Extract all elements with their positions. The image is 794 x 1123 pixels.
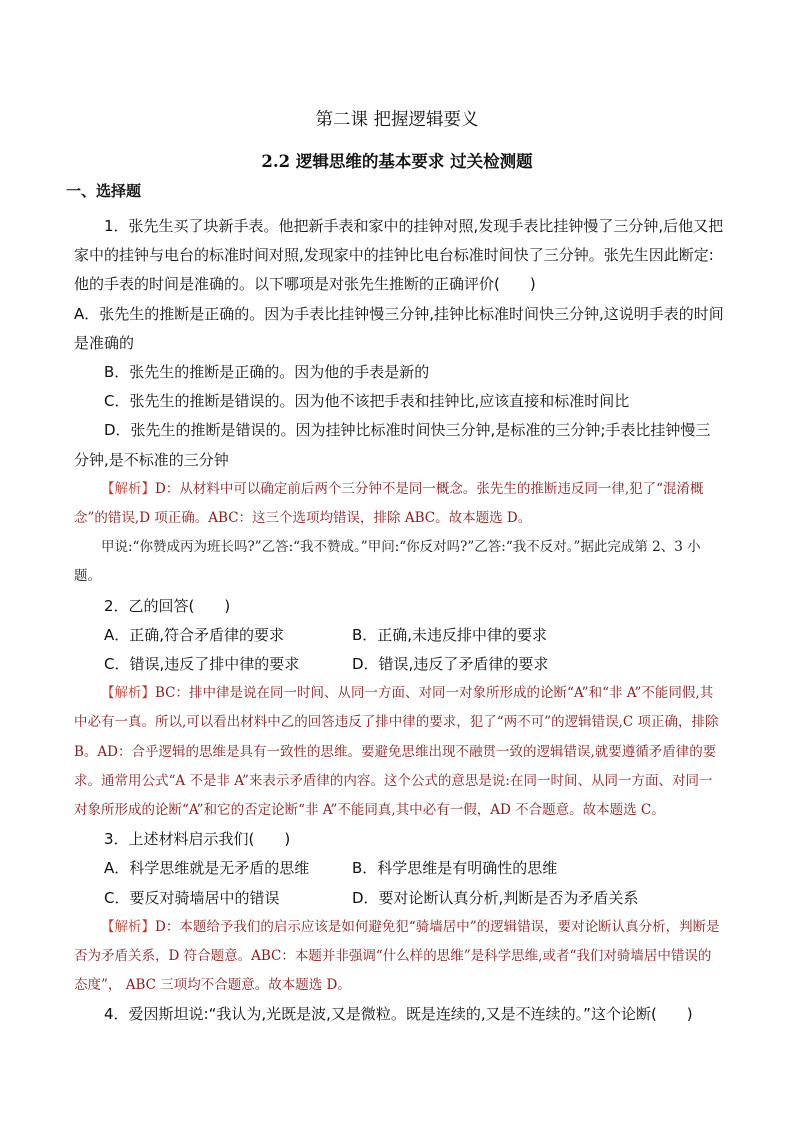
q4-stem: 4．爱因斯坦说:“我认为,光既是波,又是微粒。既是连续的,又是不连续的。”这个论断( )	[104, 1005, 693, 1024]
q1-analysis	[74, 475, 724, 533]
q3-option-b: B．科学思维是有明确性的思维	[352, 859, 558, 878]
section-heading: 一、选择题	[66, 182, 142, 200]
lesson-title: 第二课 把握逻辑要义	[315, 110, 479, 130]
q2-options-row-1	[74, 621, 724, 650]
q2-stem: 2．乙的回答( )	[104, 596, 231, 615]
q2-analysis-tag: 【解析】	[101, 685, 155, 702]
q2-option-a: A．正确,符合矛盾律的要求	[104, 625, 285, 644]
q2-analysis	[74, 679, 724, 825]
q2-option-b: B．正确,未违反排中律的要求	[352, 625, 548, 644]
q1-option-a: A．张先生的推断是正确的。因为手表比挂钟慢三分钟,挂钟比标准时间快三分钟,这说明手表的时间是准确的	[74, 304, 724, 352]
q3-option-a: A．科学思维就是无矛盾的思维	[104, 859, 310, 878]
q3-analysis-tag: 【解析】	[101, 918, 155, 935]
q1-stem: 1．张先生买了块新手表。他把新手表和家中的挂钟对照,发现手表比挂钟慢了三分钟,后他又把家中的挂钟与电台的标准时间对照,发现家中的挂钟比电台标准时间快了三分钟。张先生因此断定:他的手表的时间是准确的。以下哪项是对张先生推断的正确评价( )	[74, 217, 724, 294]
q3-options-row-2	[74, 884, 724, 913]
q3-options-row-1	[74, 854, 724, 883]
q3-analysis	[74, 913, 724, 1001]
question-content	[74, 212, 724, 1030]
q3-option-d: D．要对论断认真分析,判断是否为矛盾关系	[352, 888, 639, 907]
q1-option-c: C．张先生的推断是错误的。因为他不该把手表和挂钟比,应该直接和标准时间比	[104, 392, 630, 411]
q3-stem: 3．上述材料启示我们( )	[104, 830, 291, 849]
q2-option-d: D．错误,违反了矛盾律的要求	[352, 655, 549, 674]
shared-material: 甲说:“你赞成丙为班长吗?”乙答:“我不赞成。”甲问:“你反对吗?”乙答:“我不反对。”据此完成第 2、3 小题。	[74, 539, 701, 585]
q1-option-d: D．张先生的推断是错误的。因为挂钟比标准时间快三分钟,是标准的三分钟;手表比挂钟慢三分钟,是不标准的三分钟	[74, 421, 711, 469]
q3-analysis-text: D：本题给予我们的启示应该是如何避免犯“骑墙居中”的逻辑错误，要对论断认真分析，判断是否为矛盾关系，D 符合题意。ABC：本题并非强调“什么样的思维”是科学思维,或者“我们对骑墙居中错误的态度”， ABC 三项均不合题意。故本题选 D。	[74, 918, 720, 994]
test-title: 2.2 逻辑思维的基本要求 过关检测题	[261, 152, 533, 171]
q2-option-c: C．错误,违反了排中律的要求	[104, 655, 300, 674]
q1-option-b: B．张先生的推断是正确的。因为他的手表是新的	[104, 363, 430, 382]
q2-options-row-2	[74, 650, 724, 679]
q1-analysis-tag: 【解析】	[101, 480, 155, 497]
q3-option-c: C．要反对骑墙居中的错误	[104, 888, 280, 907]
q1-analysis-text: D：从材料中可以确定前后两个三分钟不是同一概念。张先生的推断违反同一律,犯了“混淆概念”的错误,D 项正确。ABC：这三个选项均错误，排除 ABC。故本题选 D。	[74, 480, 704, 527]
q2-analysis-text: BC：排中律是说在同一时间、从同一方面、对同一对象所形成的论断“A”和“非 A”不能同假,其中必有一真。所以,可以看出材料中乙的回答违反了排中律的要求，犯了“两不可”的逻辑错误,C 项正确，排除 B。AD：合乎逻辑的思维是具有一致性的思维。要避免思维出现不融贯一致的逻辑错误,就要遵循矛盾律的要求。通常用公式“A 不是非 A”来表示矛盾律的内容。这个公式的意思是说:在同一时间、从同一方面、对同一对象所形成的论断“A”和它的否定论断“非 A”不能同真,其中必有一假，AD 不合题意。故本题选 C。	[74, 685, 719, 819]
